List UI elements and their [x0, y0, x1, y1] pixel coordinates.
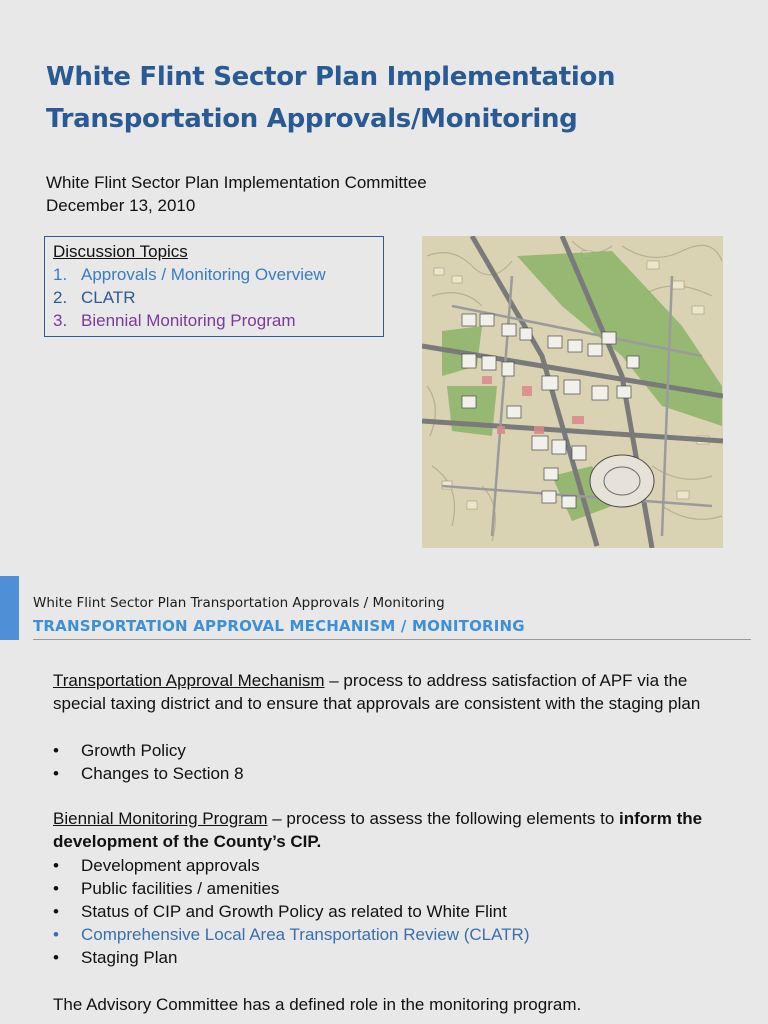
heading-divider	[33, 639, 751, 640]
title-line-1: White Flint Sector Plan Implementation	[46, 62, 616, 92]
topic-number: 3.	[53, 311, 68, 330]
bullet-text: Development approvals	[81, 856, 260, 875]
topic-item-2[interactable]	[53, 288, 135, 308]
bullet-text: Growth Policy	[81, 741, 186, 760]
bullet-dot: •	[53, 925, 59, 944]
bullet-item	[53, 877, 279, 900]
bullet-text: Comprehensive Local Area Transportation Review (CLATR)	[81, 925, 530, 944]
topic-item-1[interactable]	[53, 265, 326, 285]
bullet-dot: •	[53, 948, 59, 967]
term-approval-mechanism: Transportation Approval Mechanism	[53, 671, 325, 690]
discussion-topics-box	[44, 236, 384, 337]
bullet-text: Staging Plan	[81, 948, 178, 967]
bullet-dot: •	[53, 879, 59, 898]
topic-label: Approvals / Monitoring Overview	[81, 265, 326, 284]
dash: –	[324, 671, 344, 690]
topic-label: CLATR	[81, 288, 136, 307]
bullet-dot: •	[53, 741, 59, 760]
bullet-item	[53, 946, 177, 969]
bullet-dot: •	[53, 764, 59, 783]
dash: –	[267, 809, 287, 828]
bullet-item	[53, 739, 186, 762]
bullet-text: Public facilities / amenities	[81, 879, 280, 898]
title-line-2: Transportation Approvals/Monitoring	[46, 104, 578, 134]
term-biennial-monitoring: Biennial Monitoring Program	[53, 809, 268, 828]
bullet-text: Status of CIP and Growth Policy as related to White Flint	[81, 902, 507, 921]
slide-2-small-title: White Flint Sector Plan Transportation Approvals / Monitoring	[33, 595, 445, 611]
slide-2-heading: TRANSPORTATION APPROVAL MECHANISM / MONITORING	[33, 617, 525, 635]
paragraph-bold-text: inform the development of the County’s CIP.	[53, 809, 703, 851]
topic-label: Biennial Monitoring Program	[81, 311, 296, 330]
accent-bar	[0, 576, 19, 640]
slide-title	[46, 56, 726, 140]
closing-statement: The Advisory Committee has a defined role in the monitoring program.	[53, 995, 582, 1014]
bullet-text: Changes to Section 8	[81, 764, 244, 783]
topic-number: 2.	[53, 288, 68, 307]
committee-name: White Flint Sector Plan Implementation Committee	[46, 173, 427, 192]
paragraph-text: process to address satisfaction of APF via the special taxing district and to ensure that approvals are consistent with the staging plan	[53, 671, 701, 713]
sector-plan-map-image	[422, 236, 723, 548]
topic-number: 1.	[53, 265, 68, 284]
meeting-date: December 13, 2010	[46, 196, 196, 215]
bullet-dot: •	[53, 902, 59, 921]
bullet-dot: •	[53, 856, 59, 875]
paragraph-approval-mechanism	[53, 669, 713, 715]
topic-item-3[interactable]	[53, 311, 296, 331]
paragraph-biennial-monitoring	[53, 807, 713, 853]
topics-heading: Discussion Topics	[53, 242, 188, 261]
bullet-item	[53, 854, 260, 877]
bullet-item-clatr[interactable]	[53, 923, 530, 946]
paragraph-text: process to assess the following elements to	[286, 809, 620, 828]
bullet-item	[53, 762, 244, 785]
slide-2	[0, 566, 768, 1024]
bullet-item	[53, 900, 507, 923]
